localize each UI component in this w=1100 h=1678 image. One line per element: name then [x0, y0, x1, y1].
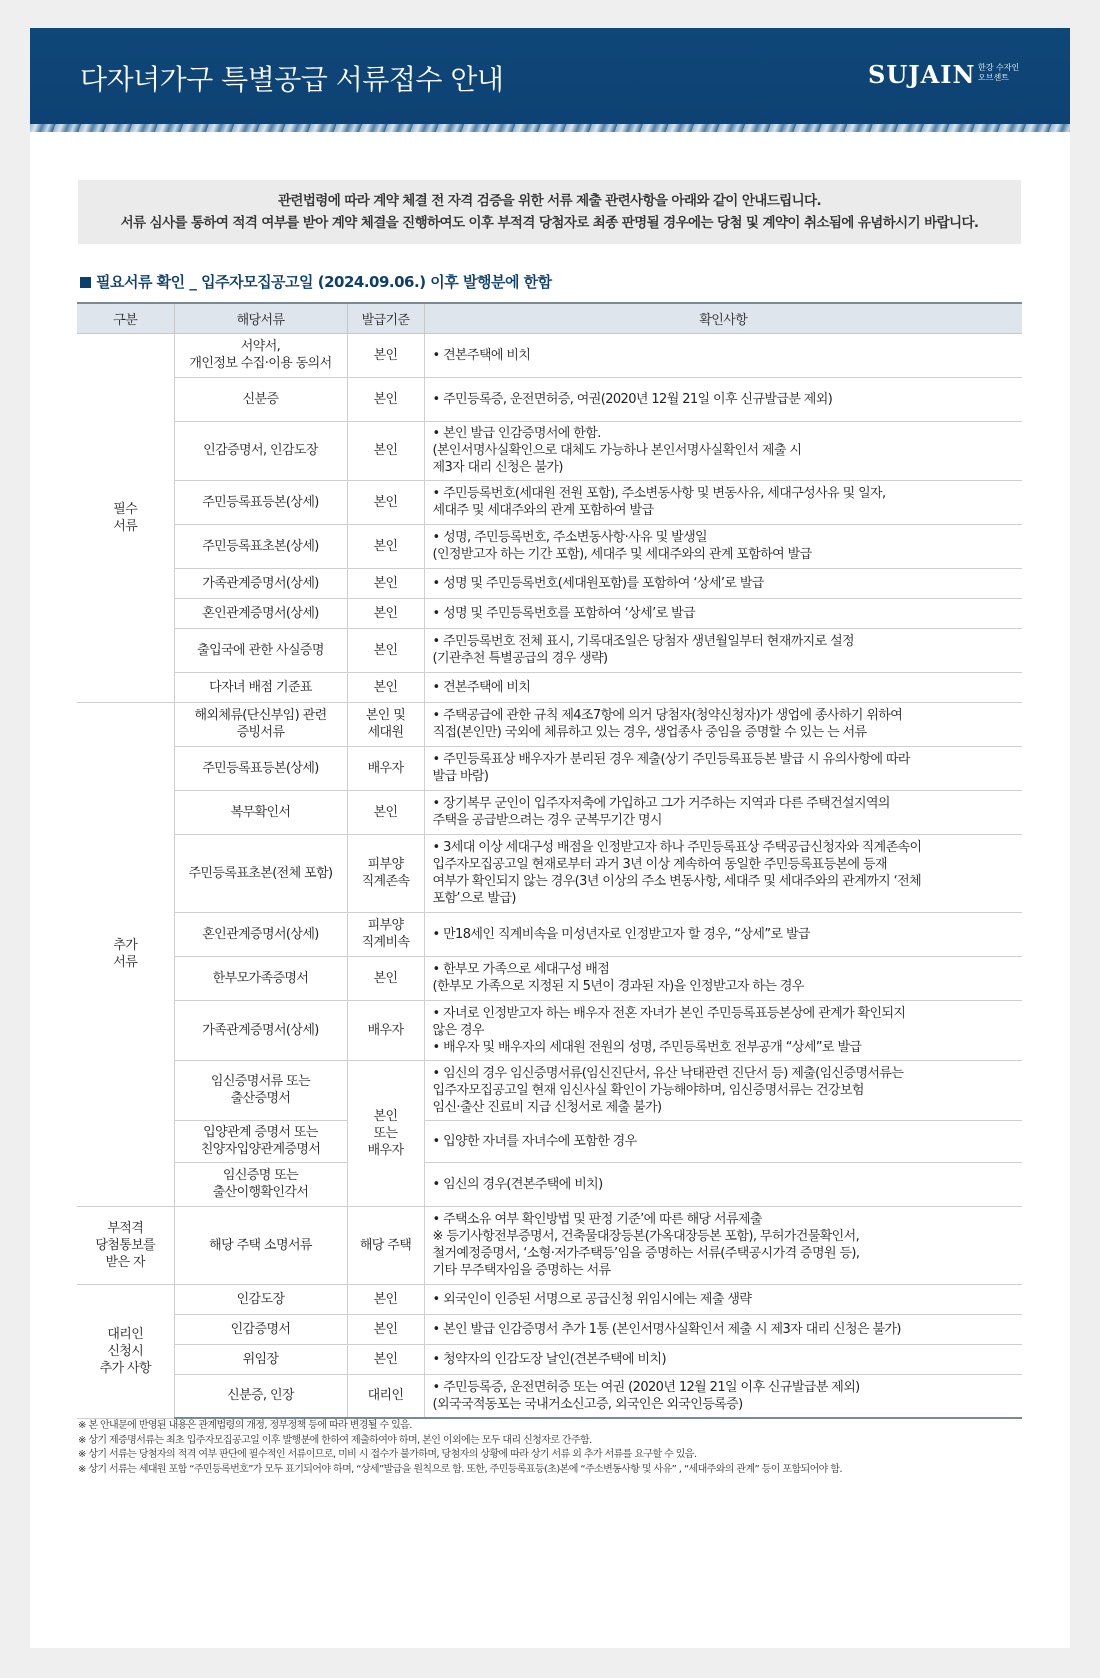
basis-cell: 본인 — [347, 956, 424, 1000]
header-banner — [30, 28, 1070, 132]
note-cell: • 3세대 이상 세대구성 배점을 인정받고자 하나 주민등록표상 주택공급신청자와 직계존속이 입주자모집공고일 현재로부터 과거 3년 이상 계속하여 동일한 주민등록표등본에 등재 여부가 확인되지 않는 경우(3년 이상의 주소 변동사항, 세대주 및 세대주와의 관계까지 ‘전체 포함’으로 발급) — [424, 834, 1022, 912]
basis-cell: 대리인 — [347, 1374, 424, 1418]
table-row — [77, 377, 1022, 421]
category-cell: 추가 서류 — [77, 702, 174, 1206]
document-cell: 복무확인서 — [174, 790, 347, 834]
document-cell: 인감증명서 — [174, 1314, 347, 1344]
note-cell: • 주택공급에 관한 규칙 제4조7항에 의거 당첨자(청약신청자)가 생업에 종사하기 위하여 직접(본인만) 국외에 체류하고 있는 경우, 생업종사 중임을 증명할 수 있는 는 서류 — [424, 702, 1022, 746]
document-cell: 다자녀 배점 기준표 — [174, 672, 347, 702]
table-row — [77, 702, 1022, 746]
table-row — [77, 956, 1022, 1000]
note-cell: • 외국인이 인증된 서명으로 공급신청 위임시에는 제출 생략 — [424, 1284, 1022, 1314]
document-cell: 혼인관계증명서(상세) — [174, 598, 347, 628]
banner-decoration — [30, 124, 1070, 132]
document-cell: 출입국에 관한 사실증명 — [174, 628, 347, 672]
document-cell: 혼인관계증명서(상세) — [174, 912, 347, 956]
document-cell: 주민등록표초본(상세) — [174, 524, 347, 568]
documents-table — [77, 302, 1022, 1419]
notice-line-2: 서류 심사를 통하여 적격 여부를 받아 계약 체결을 진행하여도 이후 부적격 당첨자로 최종 판명될 경우에는 당첨 및 계약이 취소됨에 유념하시기 바랍니다. — [120, 215, 979, 231]
table-row — [77, 598, 1022, 628]
document-cell: 입양관계 증명서 또는 친양자입양관계증명서 — [174, 1120, 347, 1162]
table-row — [77, 480, 1022, 524]
table-row — [77, 1120, 1022, 1162]
header-category: 구분 — [77, 303, 174, 333]
page-title: 다자녀가구 특별공급 서류접수 안내 — [80, 63, 504, 96]
table-header-row — [77, 303, 1022, 333]
table-row — [77, 1162, 1022, 1206]
basis-cell: 본인 — [347, 333, 424, 377]
table-row — [77, 672, 1022, 702]
basis-cell: 본인 — [347, 672, 424, 702]
note-cell: • 견본주택에 비치 — [424, 672, 1022, 702]
category-cell: 부적격 당첨통보를 받은 자 — [77, 1206, 174, 1284]
table-row — [77, 1000, 1022, 1060]
note-cell: • 만18세인 직계비속을 미성년자로 인정받고자 할 경우, “상세”로 발급 — [424, 912, 1022, 956]
notice-line-1: 관련법령에 따라 계약 체결 전 자격 검증을 위한 서류 제출 관련사항을 아래와 같이 안내드립니다. — [277, 193, 822, 209]
square-bullet-icon — [80, 277, 91, 288]
footnote: ※ 상기 제증명서류는 최초 입주자모집공고일 이후 발행분에 한하여 제출하여야 하며, 본인 이외에는 모두 대리 신청자로 간주함. — [78, 1434, 592, 1446]
document-cell: 임신증명 또는 출산이행확인각서 — [174, 1162, 347, 1206]
table-row — [77, 790, 1022, 834]
note-cell: • 성명, 주민등록번호, 주소변동사항·사유 및 발생일 (인정받고자 하는 기간 포함), 세대주 및 세대주와의 관계 포함하여 발급 — [424, 524, 1022, 568]
document-cell: 임신증명서류 또는 출산증명서 — [174, 1060, 347, 1120]
basis-cell: 본인 — [347, 377, 424, 421]
note-cell: • 임신의 경우(견본주택에 비치) — [424, 1162, 1022, 1206]
basis-cell: 본인 — [347, 421, 424, 480]
table-row — [77, 1374, 1022, 1418]
basis-cell: 본인 — [347, 524, 424, 568]
document-cell: 한부모가족증명서 — [174, 956, 347, 1000]
basis-cell: 본인 — [347, 598, 424, 628]
document-cell: 해당 주택 소명서류 — [174, 1206, 347, 1284]
basis-cell: 본인 — [347, 790, 424, 834]
basis-cell: 본인 — [347, 480, 424, 524]
table-row — [77, 746, 1022, 790]
notice-box — [78, 180, 1021, 244]
note-cell: • 주민등록표상 배우자가 분리된 경우 제출(상기 주민등록표등본 발급 시 유의사항에 따라 발급 바람) — [424, 746, 1022, 790]
note-cell: • 청약자의 인감도장 날인(견본주택에 비치) — [424, 1344, 1022, 1374]
header-basis: 발급기준 — [347, 303, 424, 333]
note-cell: • 본인 발급 인감증명서에 한함. (본인서명사실확인으로 대체도 가능하나 본인서명사실확인서 제출 시 제3자 대리 신청은 불가) — [424, 421, 1022, 480]
header-document: 해당서류 — [174, 303, 347, 333]
basis-cell: 피부양 직계존속 — [347, 834, 424, 912]
document-cell: 신분증, 인장 — [174, 1374, 347, 1418]
basis-cell: 배우자 — [347, 1000, 424, 1060]
basis-cell: 본인 — [347, 1284, 424, 1314]
note-cell: • 견본주택에 비치 — [424, 333, 1022, 377]
category-cell: 필수 서류 — [77, 333, 174, 702]
note-cell: • 한부모 가족으로 세대구성 배점 (한부모 가족으로 지정된 지 5년이 경과된 자)을 인정받고자 하는 경우 — [424, 956, 1022, 1000]
document-card — [30, 28, 1070, 1648]
footnotes — [78, 1419, 1038, 1477]
note-cell: • 주민등록번호(세대원 전원 포함), 주소변동사항 및 변동사유, 세대구성사유 및 일자, 세대주 및 세대주와의 관계 포함하여 발급 — [424, 480, 1022, 524]
basis-cell: 배우자 — [347, 746, 424, 790]
note-cell: • 임신의 경우 임신증명서류(임신진단서, 유산 낙태관련 진단서 등) 제출(임신증명서류는 입주자모집공고일 현재 임신사실 확인이 가능해야하며, 임신증명서류는 건강보험 임신·출산 진료비 지급 신청서로 제출 불가) — [424, 1060, 1022, 1120]
table-row — [77, 421, 1022, 480]
table-row — [77, 834, 1022, 912]
section-heading — [80, 271, 552, 292]
table-row — [77, 628, 1022, 672]
note-cell: • 주민등록증, 운전면허증 또는 여권 (2020년 12월 21일 이후 신규발급분 제외) (외국국적동포는 국내거소신고증, 외국인은 외국인등록증) — [424, 1374, 1022, 1418]
table-row — [77, 1206, 1022, 1284]
basis-cell: 본인 및 세대원 — [347, 702, 424, 746]
document-cell: 주민등록표등본(상세) — [174, 746, 347, 790]
document-cell: 해외체류(단신부임) 관련 증빙서류 — [174, 702, 347, 746]
footnote: ※ 상기 서류는 세대원 포함 “주민등록번호”가 모두 표기되어야 하며, “상세”발급을 원칙으로 함. 또한, 주민등록표등(초)본에 “주소변동사항 및 사유” , “세대주와의 관계” 등이 포함되어야 함. — [78, 1463, 842, 1475]
table-row — [77, 912, 1022, 956]
document-cell: 주민등록표초본(전체 포함) — [174, 834, 347, 912]
table-row — [77, 1344, 1022, 1374]
category-cell: 대리인 신청시 추가 사항 — [77, 1284, 174, 1418]
document-cell: 신분증 — [174, 377, 347, 421]
note-cell: • 본인 발급 인감증명서 추가 1통 (본인서명사실확인서 제출 시 제3자 대리 신청은 불가) — [424, 1314, 1022, 1344]
brand-logo-sub: 한강 수자인 오브센트 — [978, 63, 1020, 82]
document-cell: 인감증명서, 인감도장 — [174, 421, 347, 480]
note-cell: • 자녀로 인정받고자 하는 배우자 전혼 자녀가 본인 주민등록표등본상에 관계가 확인되지 않은 경우 • 배우자 및 배우자의 세대원 전원의 성명, 주민등록번호 전부공개 “상세”로 발급 — [424, 1000, 1022, 1060]
basis-cell: 피부양 직계비속 — [347, 912, 424, 956]
note-cell: • 주민등록증, 운전면허증, 여권(2020년 12월 21일 이후 신규발급분 제외) — [424, 377, 1022, 421]
basis-cell: 본인 — [347, 1344, 424, 1374]
header-notes: 확인사항 — [424, 303, 1022, 333]
footnote: ※ 본 안내문에 반영된 내용은 관계법령의 개정, 정부정책 등에 따라 변경될 수 있음. — [78, 1420, 412, 1431]
note-cell: • 성명 및 주민등록번호(세대원포함)를 포함하여 ‘상세’로 발급 — [424, 568, 1022, 598]
table-row — [77, 568, 1022, 598]
basis-cell: 본인 — [347, 568, 424, 598]
basis-cell: 본인 — [347, 628, 424, 672]
footnote: ※ 상기 서류는 당첨자의 적격 여부 판단에 필수적인 서류이므로, 미비 시 접수가 불가하며, 당첨자의 상황에 따라 상기 서류 외 추가 서류를 요구할 수 있음. — [78, 1449, 697, 1460]
note-cell: • 장기복무 군인이 입주자저축에 가입하고 그가 거주하는 지역과 다른 주택건설지역의 주택을 공급받으려는 경우 군복무기간 명시 — [424, 790, 1022, 834]
basis-cell: 본인 — [347, 1314, 424, 1344]
note-cell: • 주민등록번호 전체 표시, 기록대조일은 당첨자 생년월일부터 현재까지로 설정 (기관추천 특별공급의 경우 생략) — [424, 628, 1022, 672]
basis-cell: 해당 주택 — [347, 1206, 424, 1284]
note-cell: • 입양한 자녀를 자녀수에 포함한 경우 — [424, 1120, 1022, 1162]
brand-logo: SUJAIN — [868, 60, 976, 89]
table-row — [77, 1060, 1022, 1120]
table-row — [77, 1284, 1022, 1314]
document-cell: 주민등록표등본(상세) — [174, 480, 347, 524]
document-cell: 인감도장 — [174, 1284, 347, 1314]
table-row — [77, 524, 1022, 568]
document-cell: 가족관계증명서(상세) — [174, 1000, 347, 1060]
basis-cell: 본인 또는 배우자 — [347, 1060, 424, 1206]
table-row — [77, 1314, 1022, 1344]
note-cell: • 주택소유 여부 확인방법 및 판정 기준’에 따른 해당 서류제출 ※ 등기사항전부증명서, 건축물대장등본(가옥대장등본 포함), 무허가건물확인서, 철거예정증명서, ‘소형·저가주택등’임을 증명하는 서류(주택공시가격 증명원 등), 기타 무주택자임을 증명하는 서류 — [424, 1206, 1022, 1284]
document-cell: 가족관계증명서(상세) — [174, 568, 347, 598]
document-cell: 위임장 — [174, 1344, 347, 1374]
document-cell: 서약서, 개인정보 수집·이용 동의서 — [174, 333, 347, 377]
note-cell: • 성명 및 주민등록번호를 포함하여 ‘상세’로 발급 — [424, 598, 1022, 628]
section-heading-text: 필요서류 확인 _ 입주자모집공고일 (2024.09.06.) 이후 발행분에 한함 — [96, 273, 552, 291]
table-row — [77, 333, 1022, 377]
